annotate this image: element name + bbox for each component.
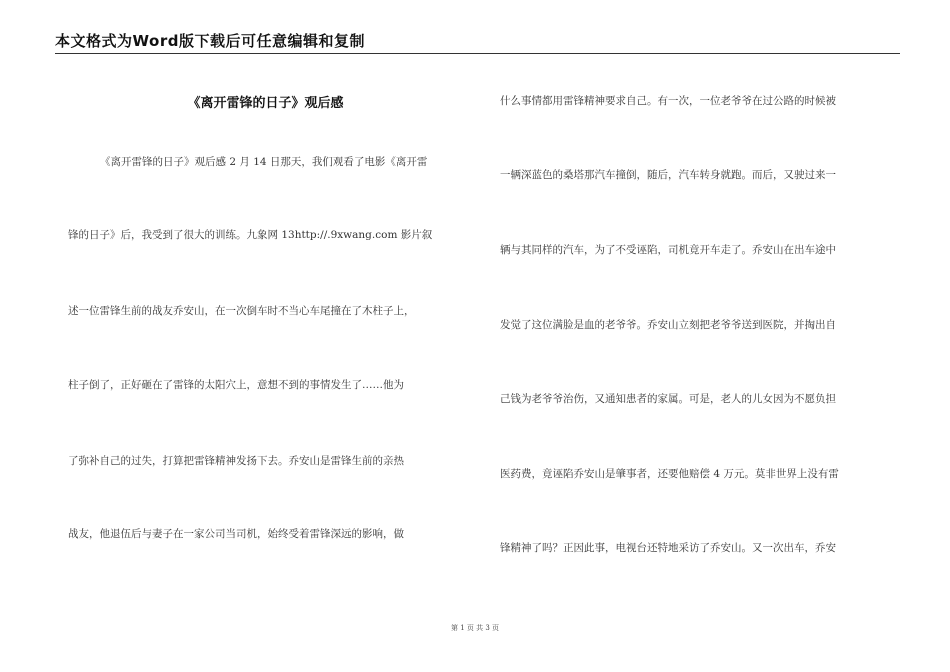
- paragraph-line: 己钱为老爷爷治伤，又通知患者的家属。可是，老人的儿女因为不愿负担: [500, 393, 836, 405]
- header-banner: 本文格式为Word版下载后可任意编辑和复制: [55, 32, 365, 50]
- document-title: 《离开雷锋的日子》观后感: [187, 96, 344, 111]
- paragraph-line: 锋的日子》后，我受到了很大的训练。九象网 13http://.9xwang.com 影片叙: [68, 229, 433, 241]
- paragraph-line: 战友，他退伍后与妻子在一家公司当司机，始终受着雷锋深远的影响，做: [68, 528, 404, 540]
- paragraph-line: 柱子倒了，正好砸在了雷锋的太阳穴上，意想不到的事情发生了……他为: [68, 379, 404, 391]
- paragraph-line: 《离开雷锋的日子》观后感 2 月 14 日那天，我们观看了电影《离开雷: [100, 156, 428, 168]
- paragraph-line: 锋精神了吗？正因此事，电视台还特地采访了乔安山。又一次出车，乔安: [500, 542, 836, 554]
- header-divider: [55, 53, 900, 54]
- paragraph-line: 发觉了这位满脸是血的老爷爷。乔安山立刻把老爷爷送到医院，并掏出自: [500, 319, 836, 331]
- paragraph-line: 一辆深蓝色的桑塔那汽车撞倒，随后，汽车转身就跑。而后，又驶过来一: [500, 169, 836, 181]
- paragraph-line: 述一位雷锋生前的战友乔安山，在一次倒车时不当心车尾撞在了木柱子上，: [68, 305, 415, 317]
- paragraph-line: 了弥补自己的过失，打算把雷锋精神发扬下去。乔安山是雷锋生前的亲热: [68, 455, 404, 467]
- paragraph-line: 辆与其同样的汽车，为了不受诬陷，司机竟开车走了。乔安山在出车途中: [500, 244, 836, 256]
- paragraph-line: 医药费，竟诬陷乔安山是肇事者，还要他赔偿 4 万元。莫非世界上没有雷: [500, 468, 839, 480]
- paragraph-line: 什么事情都用雷锋精神要求自己。有一次，一位老爷爷在过公路的时候被: [500, 95, 836, 107]
- page-number-footer: 第 1 页 共 3 页: [450, 624, 500, 632]
